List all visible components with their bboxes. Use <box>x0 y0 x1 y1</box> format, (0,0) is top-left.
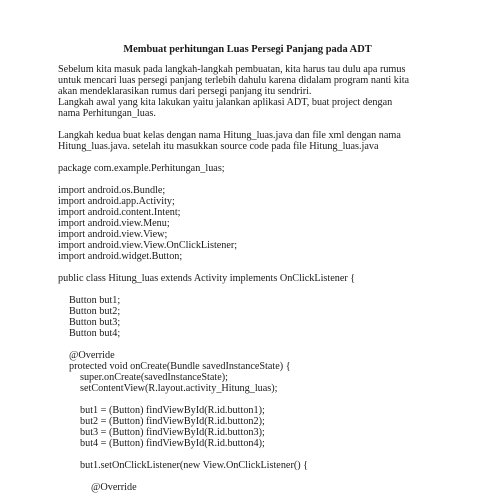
code-import: import android.view.Menu; <box>58 218 170 229</box>
code-field: Button but3; <box>69 317 121 328</box>
code-import: import android.view.View.OnClickListener; <box>58 240 238 251</box>
intro-line: Langkah awal yang kita lakukan yaitu jalankan aplikasi ADT, buat project dengan <box>58 97 393 108</box>
step2-line: Hitung_luas.java. setelah itu masukkan source code pada file Hitung_luas.java <box>58 141 379 152</box>
step2-line: Langkah kedua buat kelas dengan nama Hitung_luas.java dan file xml dengan nama <box>58 130 401 141</box>
code-class-declaration: public class Hitung_luas extends Activity implements OnClickListener { <box>58 273 356 284</box>
code-import: import android.view.View; <box>58 229 168 240</box>
intro-line: akan mendeklarasikan rumus dari persegi panjang itu sendriri. <box>58 86 312 97</box>
code-import: import android.content.Intent; <box>58 207 181 218</box>
code-import: import android.app.Activity; <box>58 196 175 207</box>
code-find-view: but3 = (Button) findViewById(R.id.button3); <box>80 427 265 438</box>
code-annotation: @Override <box>91 482 137 493</box>
code-find-view: but1 = (Button) findViewById(R.id.button1); <box>80 405 265 416</box>
code-field: Button but1; <box>69 295 121 306</box>
document-title: Membuat perhitungan Luas Persegi Panjang pada ADT <box>123 44 372 55</box>
code-annotation: @Override <box>69 350 115 361</box>
code-super-call: super.onCreate(savedInstanceState); <box>80 372 228 383</box>
code-field: Button but2; <box>69 306 121 317</box>
code-set-content-view: setContentView(R.layout.activity_Hitung_luas); <box>80 383 278 394</box>
code-import: import android.os.Bundle; <box>58 185 166 196</box>
code-find-view: but4 = (Button) findViewById(R.id.button4); <box>80 438 265 449</box>
code-method-oncreate: protected void onCreate(Bundle savedInstanceState) { <box>69 361 291 372</box>
code-field: Button but4; <box>69 328 121 339</box>
intro-line: nama Perhitungan_luas. <box>58 108 156 119</box>
code-package: package com.example.Perhitungan_luas; <box>58 163 225 174</box>
code-find-view: but2 = (Button) findViewById(R.id.button2); <box>80 416 265 427</box>
intro-line: untuk mencari luas persegi panjang terlebih dahulu karena didalam program nanti kita <box>58 75 410 86</box>
code-set-listener: but1.setOnClickListener(new View.OnClickListener() { <box>80 460 309 471</box>
intro-line: Sebelum kita masuk pada langkah-langkah pembuatan, kita harus tau dulu apa rumus <box>58 64 406 75</box>
code-import: import android.widget.Button; <box>58 251 183 262</box>
